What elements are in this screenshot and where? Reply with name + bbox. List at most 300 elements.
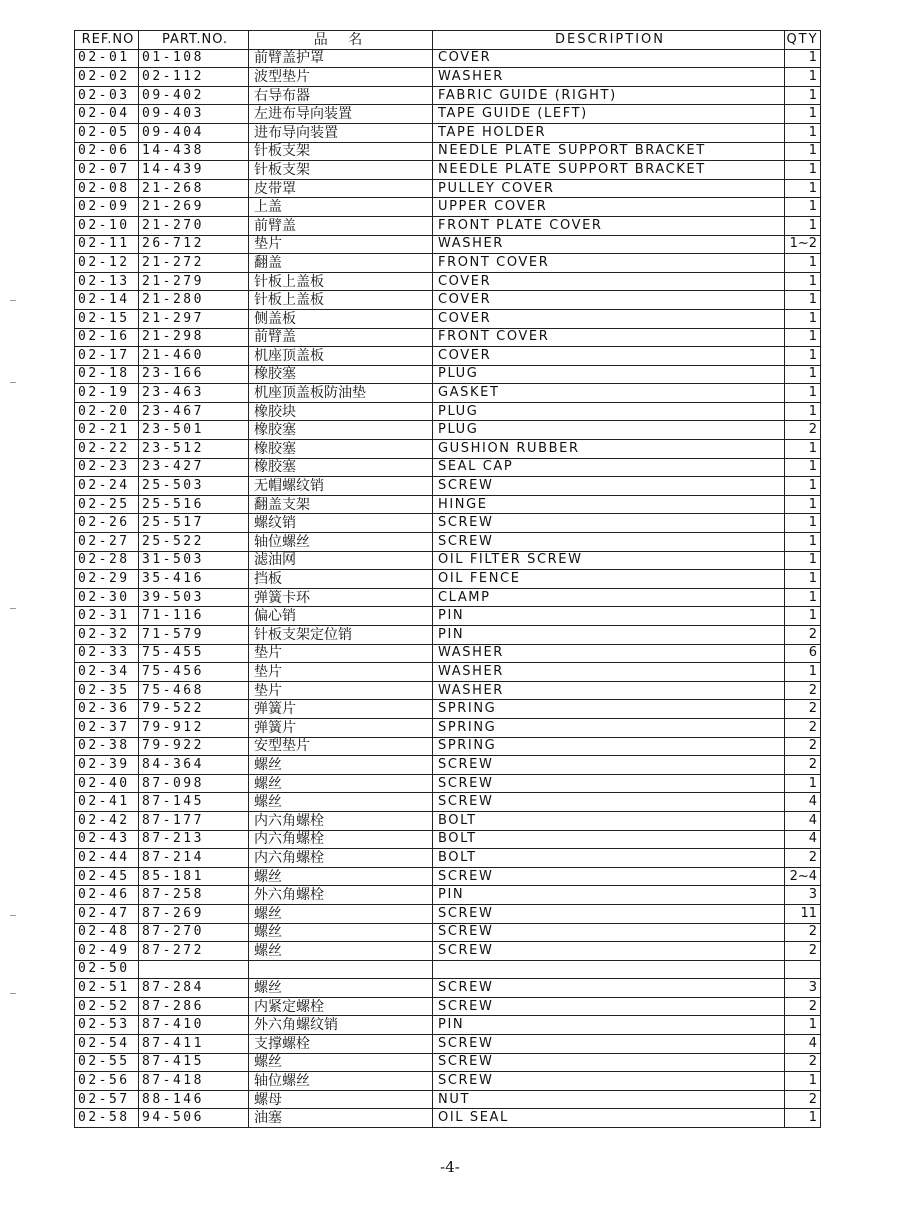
table-row [75, 365, 821, 384]
ref-no-cell: 02-05 [75, 123, 139, 142]
part-name-cell: 针板支架定位销 [249, 626, 433, 645]
ref-no-cell: 02-46 [75, 886, 139, 905]
qty-cell: 1 [785, 49, 821, 68]
description-cell: WASHER [433, 68, 785, 87]
parts-list-sheet [74, 30, 820, 1128]
part-no-cell: 87-214 [139, 849, 249, 868]
table-row [75, 570, 821, 589]
part-name-cell: 内六角螺栓 [249, 849, 433, 868]
qty-cell: 1 [785, 477, 821, 496]
part-no-cell: 71-579 [139, 626, 249, 645]
description-cell: SEAL CAP [433, 458, 785, 477]
table-row [75, 68, 821, 87]
part-no-cell: 01-108 [139, 49, 249, 68]
part-no-cell: 87-284 [139, 979, 249, 998]
description-cell: SCREW [433, 514, 785, 533]
table-row [75, 1053, 821, 1072]
ref-no-cell: 02-40 [75, 774, 139, 793]
ref-no-cell: 02-17 [75, 347, 139, 366]
ref-no-cell: 02-12 [75, 254, 139, 273]
ref-no-cell: 02-33 [75, 644, 139, 663]
description-cell: CLAMP [433, 588, 785, 607]
part-name-cell: 前臂盖 [249, 216, 433, 235]
qty-cell: 1 [785, 514, 821, 533]
table-row [75, 402, 821, 421]
qty-cell: 1 [785, 86, 821, 105]
description-cell: SCREW [433, 997, 785, 1016]
description-cell: WASHER [433, 663, 785, 682]
table-row [75, 123, 821, 142]
ref-no-cell: 02-15 [75, 309, 139, 328]
qty-cell: 1 [785, 198, 821, 217]
table-row [75, 960, 821, 979]
description-cell: COVER [433, 272, 785, 291]
table-row [75, 347, 821, 366]
part-no-cell: 87-411 [139, 1035, 249, 1054]
qty-cell: 2 [785, 849, 821, 868]
table-row [75, 179, 821, 198]
description-cell: SCREW [433, 1053, 785, 1072]
part-name-cell: 翻盖支架 [249, 495, 433, 514]
table-row [75, 588, 821, 607]
part-no-cell: 21-272 [139, 254, 249, 273]
qty-cell: 1 [785, 291, 821, 310]
part-name-cell: 螺丝 [249, 867, 433, 886]
ref-no-cell: 02-01 [75, 49, 139, 68]
qty-cell: 2 [785, 997, 821, 1016]
qty-cell: 4 [785, 793, 821, 812]
description-cell: SPRING [433, 737, 785, 756]
ref-no-cell: 02-52 [75, 997, 139, 1016]
table-row [75, 737, 821, 756]
qty-cell: 6 [785, 644, 821, 663]
table-row [75, 514, 821, 533]
part-no-cell: 87-418 [139, 1072, 249, 1091]
part-name-cell: 内六角螺栓 [249, 830, 433, 849]
table-row [75, 421, 821, 440]
part-no-cell: 23-427 [139, 458, 249, 477]
description-cell: PULLEY COVER [433, 179, 785, 198]
part-no-cell: 14-439 [139, 161, 249, 180]
qty-cell: 3 [785, 886, 821, 905]
part-name-cell: 针板上盖板 [249, 272, 433, 291]
description-cell: TAPE GUIDE (LEFT) [433, 105, 785, 124]
part-no-cell: 21-298 [139, 328, 249, 347]
description-cell: OIL FENCE [433, 570, 785, 589]
qty-cell: 1 [785, 142, 821, 161]
ref-no-cell: 02-06 [75, 142, 139, 161]
description-cell: PLUG [433, 402, 785, 421]
ref-no-cell: 02-31 [75, 607, 139, 626]
ref-no-cell: 02-43 [75, 830, 139, 849]
table-row [75, 1072, 821, 1091]
qty-cell: 1~2 [785, 235, 821, 254]
table-row [75, 142, 821, 161]
description-cell: WASHER [433, 681, 785, 700]
qty-cell: 1 [785, 328, 821, 347]
part-no-cell: 21-460 [139, 347, 249, 366]
qty-cell: 1 [785, 663, 821, 682]
ref-no-cell: 02-23 [75, 458, 139, 477]
qty-cell: 4 [785, 811, 821, 830]
part-name-cell: 螺丝 [249, 774, 433, 793]
ref-no-cell: 02-25 [75, 495, 139, 514]
description-cell: HINGE [433, 495, 785, 514]
table-row [75, 291, 821, 310]
description-cell: NEEDLE PLATE SUPPORT BRACKET [433, 161, 785, 180]
part-no-cell: 88-146 [139, 1090, 249, 1109]
part-name-cell: 螺丝 [249, 904, 433, 923]
ref-no-cell: 02-47 [75, 904, 139, 923]
table-row [75, 718, 821, 737]
part-name-cell: 支撑螺栓 [249, 1035, 433, 1054]
description-cell: COVER [433, 309, 785, 328]
qty-cell: 1 [785, 1072, 821, 1091]
table-row [75, 533, 821, 552]
part-name-cell: 机座顶盖板防油垫 [249, 384, 433, 403]
part-name-cell: 螺丝 [249, 756, 433, 775]
ref-no-cell: 02-28 [75, 551, 139, 570]
qty-cell: 4 [785, 1035, 821, 1054]
qty-cell: 1 [785, 365, 821, 384]
ref-no-cell: 02-54 [75, 1035, 139, 1054]
ref-no-cell: 02-04 [75, 105, 139, 124]
table-row [75, 923, 821, 942]
part-name-cell [249, 960, 433, 979]
table-row [75, 997, 821, 1016]
part-no-cell: 23-463 [139, 384, 249, 403]
ref-no-cell: 02-18 [75, 365, 139, 384]
part-no-cell: 94-506 [139, 1109, 249, 1128]
part-no-cell: 23-166 [139, 365, 249, 384]
ref-no-cell: 02-45 [75, 867, 139, 886]
part-name-cell: 左进布导向装置 [249, 105, 433, 124]
part-name-cell: 挡板 [249, 570, 433, 589]
part-name-cell: 螺丝 [249, 793, 433, 812]
part-name-cell: 上盖 [249, 198, 433, 217]
description-cell: PIN [433, 1016, 785, 1035]
description-cell: SCREW [433, 477, 785, 496]
qty-cell: 1 [785, 161, 821, 180]
part-name-cell: 螺纹销 [249, 514, 433, 533]
description-cell: PIN [433, 626, 785, 645]
table-row [75, 774, 821, 793]
ref-no-cell: 02-48 [75, 923, 139, 942]
table-row [75, 979, 821, 998]
part-no-cell: 87-270 [139, 923, 249, 942]
table-row [75, 681, 821, 700]
description-cell: SCREW [433, 904, 785, 923]
ref-no-cell: 02-22 [75, 440, 139, 459]
part-name-cell: 橡胶塞 [249, 365, 433, 384]
header-part-name: 品 名 [249, 31, 433, 50]
part-no-cell: 87-410 [139, 1016, 249, 1035]
description-cell: BOLT [433, 830, 785, 849]
table-row [75, 644, 821, 663]
description-cell: PLUG [433, 421, 785, 440]
part-no-cell: 21-270 [139, 216, 249, 235]
part-no-cell: 25-503 [139, 477, 249, 496]
ref-no-cell: 02-30 [75, 588, 139, 607]
ref-no-cell: 02-08 [75, 179, 139, 198]
qty-cell: 1 [785, 1016, 821, 1035]
table-row [75, 663, 821, 682]
part-name-cell: 轴位螺丝 [249, 1072, 433, 1091]
part-name-cell: 垫片 [249, 644, 433, 663]
description-cell: NEEDLE PLATE SUPPORT BRACKET [433, 142, 785, 161]
part-no-cell: 23-501 [139, 421, 249, 440]
part-name-cell: 翻盖 [249, 254, 433, 273]
table-row [75, 86, 821, 105]
qty-cell: 2 [785, 700, 821, 719]
part-no-cell: 75-468 [139, 681, 249, 700]
header-description: DESCRIPTION [433, 31, 785, 50]
part-no-cell: 87-177 [139, 811, 249, 830]
qty-cell: 1 [785, 254, 821, 273]
part-no-cell: 87-258 [139, 886, 249, 905]
part-name-cell: 前臂盖护罩 [249, 49, 433, 68]
description-cell: BOLT [433, 811, 785, 830]
part-name-cell: 弹簧卡环 [249, 588, 433, 607]
part-no-cell: 09-402 [139, 86, 249, 105]
table-row [75, 1016, 821, 1035]
ref-no-cell: 02-10 [75, 216, 139, 235]
part-no-cell [139, 960, 249, 979]
part-no-cell: 79-912 [139, 718, 249, 737]
qty-cell: 1 [785, 179, 821, 198]
ref-no-cell: 02-35 [75, 681, 139, 700]
qty-cell: 2 [785, 626, 821, 645]
part-name-cell: 外六角螺纹销 [249, 1016, 433, 1035]
table-row [75, 793, 821, 812]
part-name-cell: 垫片 [249, 663, 433, 682]
table-row [75, 551, 821, 570]
part-name-cell: 侧盖板 [249, 309, 433, 328]
part-no-cell: 09-403 [139, 105, 249, 124]
ref-no-cell: 02-55 [75, 1053, 139, 1072]
part-name-cell: 前臂盖 [249, 328, 433, 347]
qty-cell: 1 [785, 216, 821, 235]
part-no-cell: 87-098 [139, 774, 249, 793]
description-cell: COVER [433, 49, 785, 68]
description-cell [433, 960, 785, 979]
qty-cell: 1 [785, 1109, 821, 1128]
page-number: -4- [440, 1158, 460, 1176]
part-no-cell: 39-503 [139, 588, 249, 607]
part-name-cell: 螺丝 [249, 923, 433, 942]
qty-cell: 1 [785, 458, 821, 477]
table-row [75, 216, 821, 235]
table-row [75, 272, 821, 291]
ref-no-cell: 02-36 [75, 700, 139, 719]
qty-cell: 1 [785, 402, 821, 421]
description-cell: COVER [433, 347, 785, 366]
qty-cell: 1 [785, 105, 821, 124]
qty-cell: 2 [785, 1090, 821, 1109]
part-no-cell: 14-438 [139, 142, 249, 161]
description-cell: SCREW [433, 942, 785, 961]
qty-cell: 2 [785, 718, 821, 737]
margin-tick [10, 993, 16, 994]
table-row [75, 607, 821, 626]
header-qty: QTY [785, 31, 821, 50]
qty-cell [785, 960, 821, 979]
description-cell: PIN [433, 886, 785, 905]
part-name-cell: 内紧定螺栓 [249, 997, 433, 1016]
part-name-cell: 垫片 [249, 681, 433, 700]
description-cell: OIL FILTER SCREW [433, 551, 785, 570]
table-body [75, 49, 821, 1127]
part-no-cell: 87-272 [139, 942, 249, 961]
part-name-cell: 外六角螺栓 [249, 886, 433, 905]
description-cell: PIN [433, 607, 785, 626]
qty-cell: 1 [785, 309, 821, 328]
description-cell: WASHER [433, 644, 785, 663]
part-name-cell: 机座顶盖板 [249, 347, 433, 366]
table-row [75, 904, 821, 923]
ref-no-cell: 02-42 [75, 811, 139, 830]
part-no-cell: 87-415 [139, 1053, 249, 1072]
part-name-cell: 偏心销 [249, 607, 433, 626]
part-no-cell: 87-269 [139, 904, 249, 923]
ref-no-cell: 02-57 [75, 1090, 139, 1109]
qty-cell: 1 [785, 570, 821, 589]
part-name-cell: 螺母 [249, 1090, 433, 1109]
table-row [75, 626, 821, 645]
ref-no-cell: 02-29 [75, 570, 139, 589]
part-name-cell: 橡胶块 [249, 402, 433, 421]
part-name-cell: 针板支架 [249, 142, 433, 161]
ref-no-cell: 02-03 [75, 86, 139, 105]
qty-cell: 1 [785, 123, 821, 142]
table-row [75, 1035, 821, 1054]
ref-no-cell: 02-32 [75, 626, 139, 645]
description-cell: SCREW [433, 793, 785, 812]
qty-cell: 2 [785, 942, 821, 961]
part-no-cell: 71-116 [139, 607, 249, 626]
qty-cell: 1 [785, 440, 821, 459]
description-cell: SCREW [433, 1072, 785, 1091]
table-row [75, 198, 821, 217]
qty-cell: 1 [785, 384, 821, 403]
description-cell: WASHER [433, 235, 785, 254]
description-cell: COVER [433, 291, 785, 310]
part-no-cell: 21-269 [139, 198, 249, 217]
ref-no-cell: 02-44 [75, 849, 139, 868]
header-part-no: PART.NO. [139, 31, 249, 50]
description-cell: SCREW [433, 979, 785, 998]
description-cell: SCREW [433, 756, 785, 775]
part-no-cell: 02-112 [139, 68, 249, 87]
table-row [75, 440, 821, 459]
part-name-cell: 右导布器 [249, 86, 433, 105]
table-row [75, 254, 821, 273]
qty-cell: 2 [785, 737, 821, 756]
qty-cell: 1 [785, 272, 821, 291]
ref-no-cell: 02-13 [75, 272, 139, 291]
description-cell: SPRING [433, 718, 785, 737]
part-name-cell: 橡胶塞 [249, 421, 433, 440]
table-row [75, 1090, 821, 1109]
table-row [75, 477, 821, 496]
qty-cell: 11 [785, 904, 821, 923]
ref-no-cell: 02-50 [75, 960, 139, 979]
ref-no-cell: 02-26 [75, 514, 139, 533]
part-no-cell: 25-522 [139, 533, 249, 552]
table-header-row [75, 31, 821, 50]
description-cell: FRONT COVER [433, 328, 785, 347]
part-name-cell: 滤油网 [249, 551, 433, 570]
part-no-cell: 75-455 [139, 644, 249, 663]
parts-table [74, 30, 821, 1128]
table-row [75, 849, 821, 868]
part-name-cell: 螺丝 [249, 979, 433, 998]
table-row [75, 886, 821, 905]
qty-cell: 2 [785, 1053, 821, 1072]
ref-no-cell: 02-24 [75, 477, 139, 496]
part-no-cell: 21-279 [139, 272, 249, 291]
table-row [75, 458, 821, 477]
part-no-cell: 87-145 [139, 793, 249, 812]
part-name-cell: 波型垫片 [249, 68, 433, 87]
ref-no-cell: 02-14 [75, 291, 139, 310]
ref-no-cell: 02-39 [75, 756, 139, 775]
description-cell: FRONT PLATE COVER [433, 216, 785, 235]
margin-tick [10, 915, 16, 916]
description-cell: BOLT [433, 849, 785, 868]
description-cell: FRONT COVER [433, 254, 785, 273]
description-cell: NUT [433, 1090, 785, 1109]
part-name-cell: 螺丝 [249, 1053, 433, 1072]
ref-no-cell: 02-56 [75, 1072, 139, 1091]
qty-cell: 2 [785, 923, 821, 942]
part-no-cell: 26-712 [139, 235, 249, 254]
part-name-cell: 针板上盖板 [249, 291, 433, 310]
table-row [75, 700, 821, 719]
table-row [75, 867, 821, 886]
part-no-cell: 87-213 [139, 830, 249, 849]
ref-no-cell: 02-11 [75, 235, 139, 254]
table-row [75, 384, 821, 403]
ref-no-cell: 02-58 [75, 1109, 139, 1128]
description-cell: PLUG [433, 365, 785, 384]
part-no-cell: 25-517 [139, 514, 249, 533]
part-name-cell: 螺丝 [249, 942, 433, 961]
ref-no-cell: 02-19 [75, 384, 139, 403]
description-cell: FABRIC GUIDE (RIGHT) [433, 86, 785, 105]
table-row [75, 235, 821, 254]
ref-no-cell: 02-16 [75, 328, 139, 347]
qty-cell: 2 [785, 681, 821, 700]
description-cell: SCREW [433, 774, 785, 793]
part-no-cell: 25-516 [139, 495, 249, 514]
table-row [75, 811, 821, 830]
part-name-cell: 进布导向装置 [249, 123, 433, 142]
part-name-cell: 皮带罩 [249, 179, 433, 198]
ref-no-cell: 02-07 [75, 161, 139, 180]
part-no-cell: 85-181 [139, 867, 249, 886]
qty-cell: 1 [785, 533, 821, 552]
part-name-cell: 垫片 [249, 235, 433, 254]
table-row [75, 309, 821, 328]
ref-no-cell: 02-37 [75, 718, 139, 737]
ref-no-cell: 02-49 [75, 942, 139, 961]
qty-cell: 1 [785, 607, 821, 626]
qty-cell: 1 [785, 495, 821, 514]
ref-no-cell: 02-34 [75, 663, 139, 682]
qty-cell: 4 [785, 830, 821, 849]
margin-tick [10, 608, 16, 609]
